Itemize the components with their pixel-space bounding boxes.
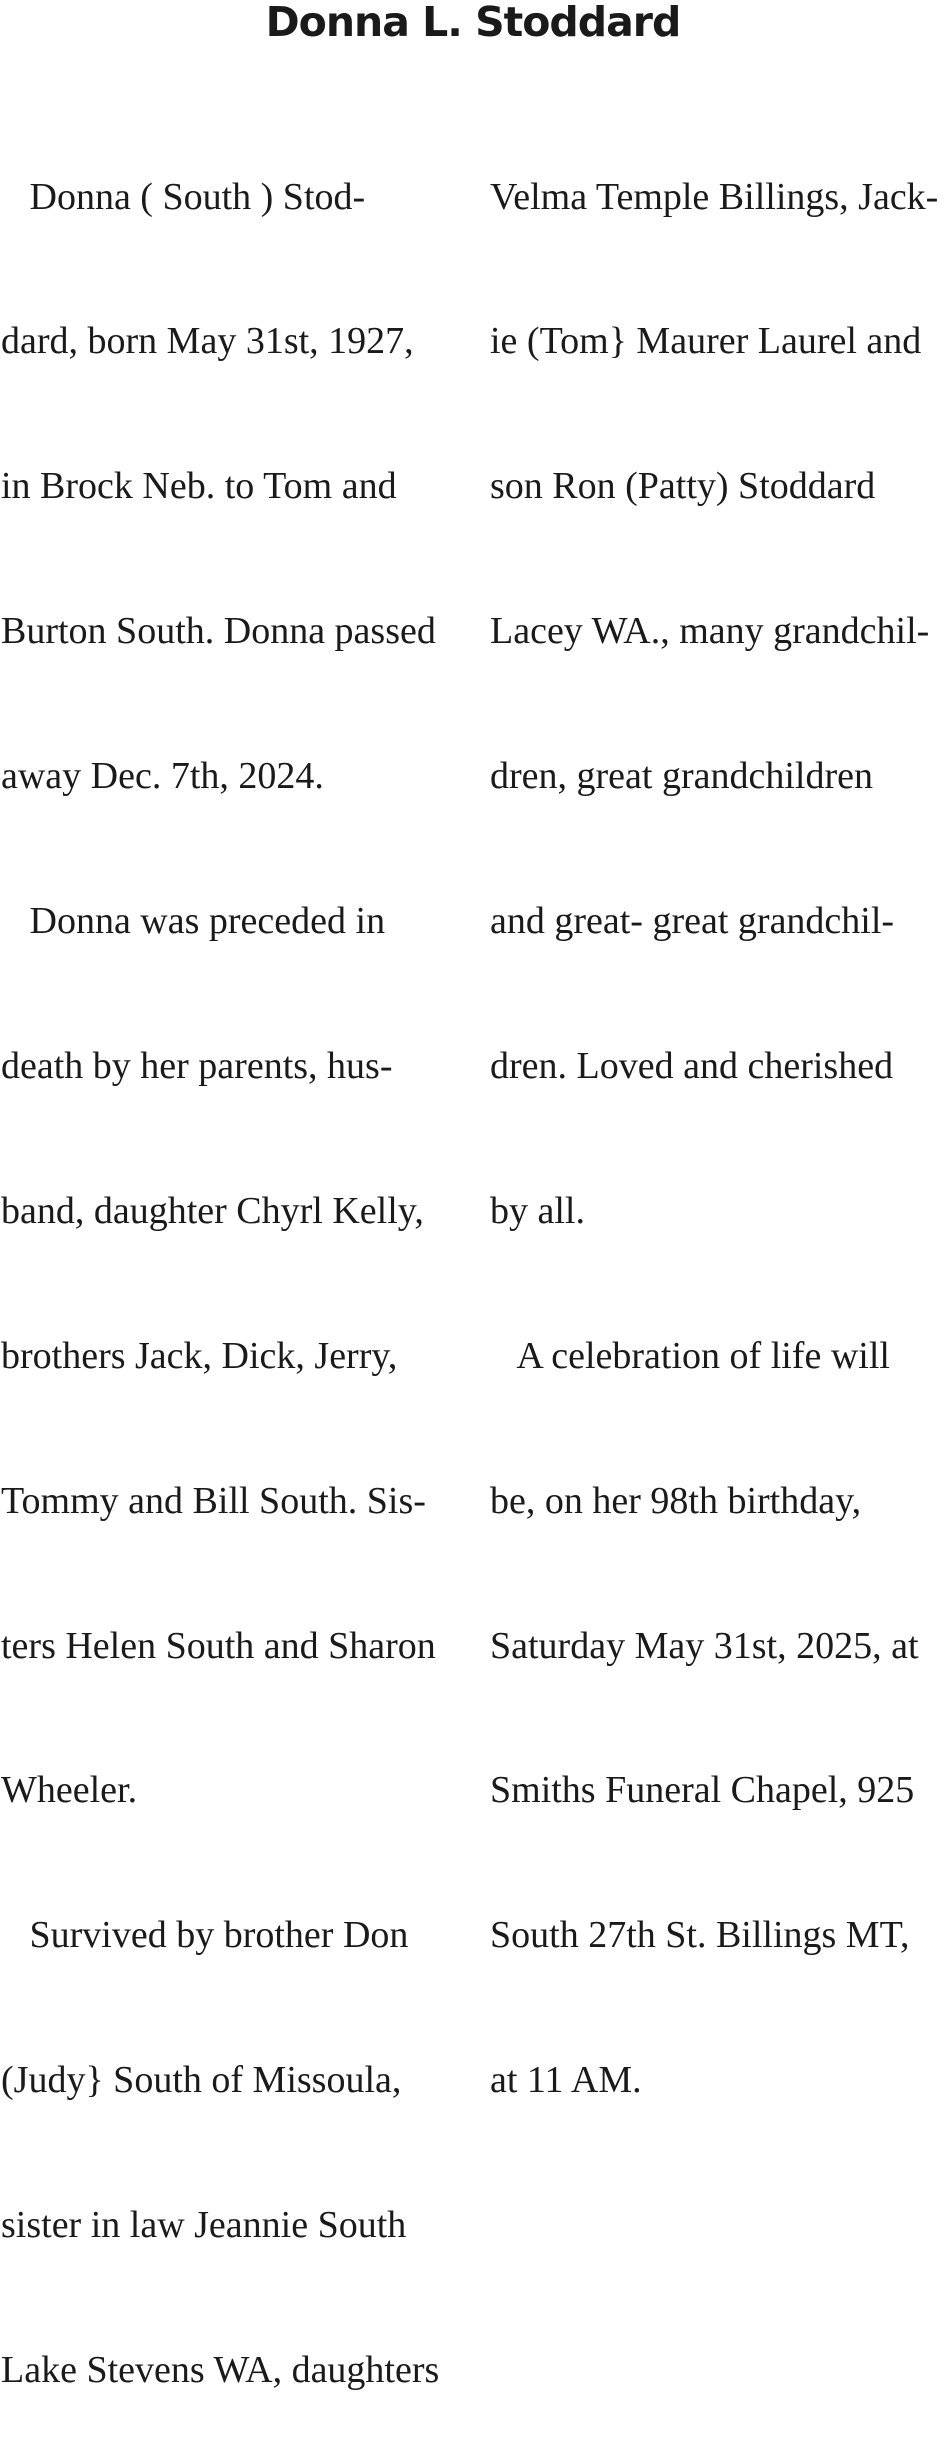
text-line: band, daughter Chyrl Kelly, bbox=[1, 1189, 424, 1232]
text-line: death by her parents, hus- bbox=[1, 1044, 393, 1087]
text-line: away Dec. 7th, 2024. bbox=[1, 755, 324, 798]
text-line: Burton South. Donna passed bbox=[1, 610, 436, 653]
obituary-column-left bbox=[1, 76, 439, 2443]
text-line: Tommy and Bill South. Sis- bbox=[1, 1479, 426, 1522]
text-line: Wheeler. bbox=[1, 1769, 138, 1812]
text-line: Donna ( South ) Stod- bbox=[1, 175, 366, 218]
text-line: Lake Stevens WA, daughters bbox=[1, 2348, 440, 2391]
text-line: (Judy} South of Missoula, bbox=[1, 2059, 402, 2102]
text-line: dren. Loved and cherished bbox=[490, 1044, 894, 1087]
text-line: Saturday May 31st, 2025, at bbox=[490, 1624, 919, 1667]
text-line: ters Helen South and Sharon bbox=[1, 1624, 436, 1667]
text-line: Donna was preceded in bbox=[1, 900, 386, 943]
text-line: A celebration of life will bbox=[490, 1334, 890, 1377]
text-line: and great- great grandchil- bbox=[490, 900, 895, 943]
text-line: brothers Jack, Dick, Jerry, bbox=[1, 1334, 398, 1377]
text-line: Survived by brother Don bbox=[1, 1914, 409, 1957]
obituary-column-right bbox=[490, 76, 938, 2153]
text-line: dard, born May 31st, 1927, bbox=[1, 320, 414, 363]
text-line: sister in law Jeannie South bbox=[1, 2204, 407, 2247]
text-line: dren, great grandchildren bbox=[490, 755, 873, 798]
text-line: son Ron (Patty) Stoddard bbox=[490, 465, 876, 508]
obituary-title: Donna L. Stoddard bbox=[265, 0, 681, 46]
text-line: Lacey WA., many grandchil- bbox=[490, 610, 930, 653]
text-line: at 11 AM. bbox=[490, 2059, 642, 2102]
text-line: in Brock Neb. to Tom and bbox=[1, 465, 397, 508]
text-line: Velma Temple Billings, Jack- bbox=[490, 175, 939, 218]
text-line: be, on her 98th birthday, bbox=[490, 1479, 862, 1522]
text-line: South 27th St. Billings MT, bbox=[490, 1914, 910, 1957]
text-line: ie (Tom} Maurer Laurel and bbox=[490, 320, 922, 363]
text-line: Smiths Funeral Chapel, 925 bbox=[490, 1769, 915, 1812]
text-line: by all. bbox=[490, 1189, 585, 1232]
